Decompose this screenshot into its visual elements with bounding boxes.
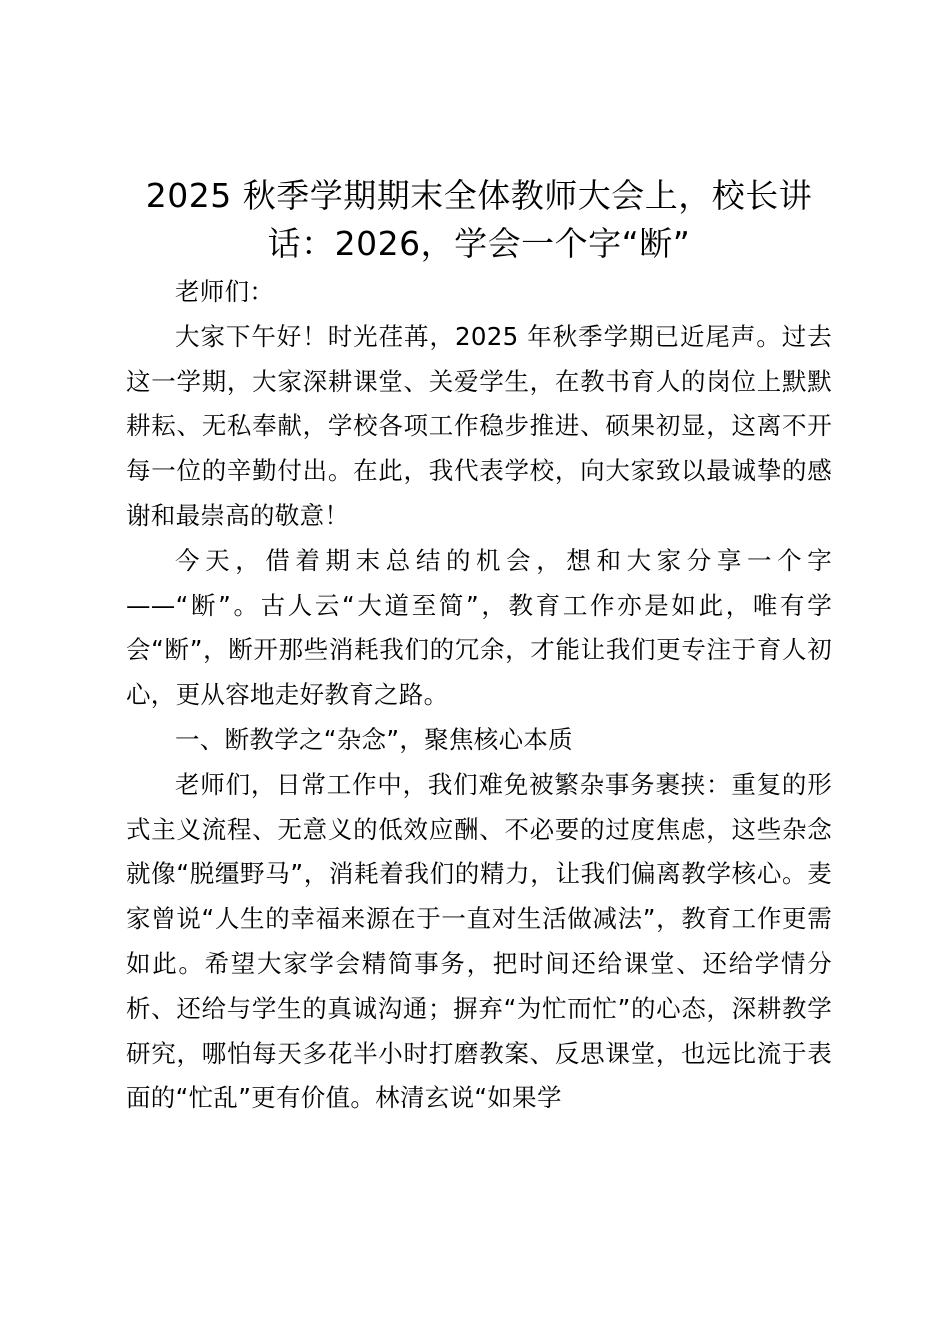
- paragraph-introduction: 今天，借着期末总结的机会，想和大家分享一个字——“断”。古人云“大道至简”，教育工作亦是如此，唯有学会“断”，断开那些消耗我们的冗余，才能让我们更专注于育人初心，更从容地走好教育之路。: [126, 545, 832, 710]
- title-line-2: 话：2026，学会一个字“断”: [267, 224, 691, 263]
- title-line-1: 2025 秋季学期期末全体教师大会上，校长讲: [145, 176, 813, 215]
- paragraph-section-1: 老师们，日常工作中，我们难免被繁杂事务裹挟：重复的形式主义流程、无意义的低效应酬、不必要的过度焦虑，这些杂念就像“脱缰野马”，消耗着我们的精力，让我们偏离教学核心。麦家曾说“人生的幸福来源在于一直对生活做减法”，教育工作更需如此。希望大家学会精简事务，把时间还给课堂、还给学情分析、还给与学生的真诚沟通；摒弃“为忙而忙”的心态，深耕教学研究，哪怕每天多花半小时打磨教案、反思课堂，也远比流于表面的“忙乱”更有价值。林清玄说“如果学: [126, 769, 832, 1113]
- paragraph-greeting: 大家下午好！时光荏苒，2025 年秋季学期已近尾声。过去这一学期，大家深耕课堂、关爱学生，在教书育人的岗位上默默耕耘、无私奉献，学校各项工作稳步推进、硕果初显，这离不开每一位的辛勤付出。在此，我代表学校，向大家致以最诚挚的感谢和最崇高的敬意！: [126, 321, 832, 530]
- document-title: [126, 172, 832, 268]
- document-page: [126, 172, 832, 1121]
- section-heading-1: 一、断教学之“杂念”，聚焦核心本质: [175, 724, 573, 754]
- salutation: 老师们：: [175, 277, 275, 306]
